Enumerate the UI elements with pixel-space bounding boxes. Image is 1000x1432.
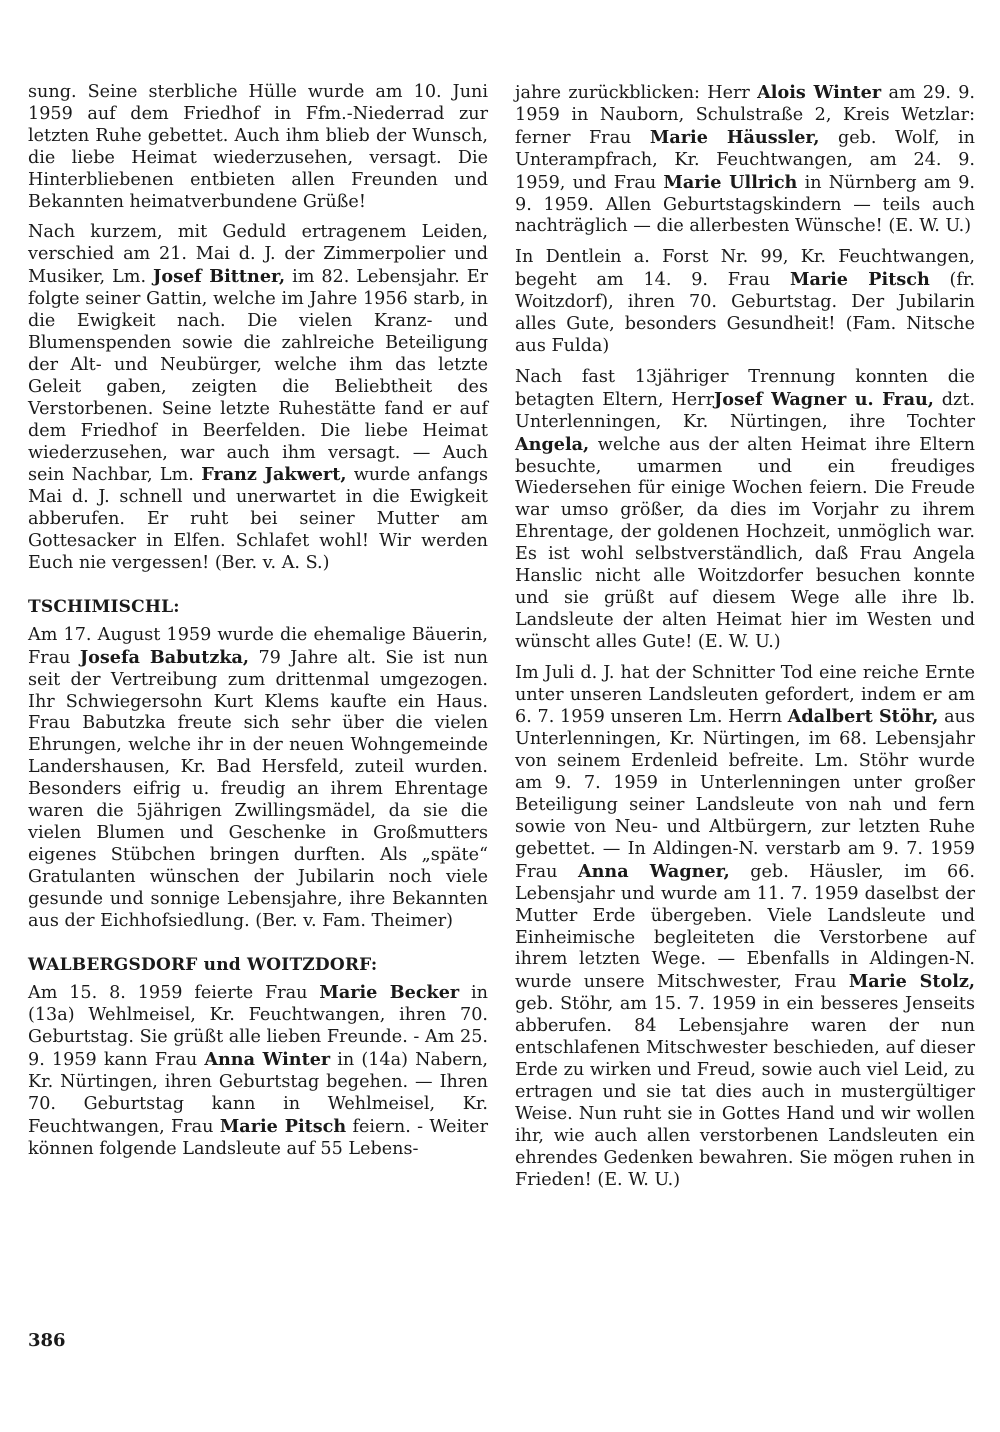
text-run: Im Juli d. J. hat der Schnitter Tod eine reiche Ernte unter unseren Landsleuten gefordert, indem er am 6. 7. 1959 unseren Lm. Herrn <box>515 662 975 728</box>
text-run: Nach fast 13jähriger Trennung konnten die betagten Eltern, Herr <box>515 366 975 410</box>
paragraph <box>28 625 488 933</box>
person-name: Josefa Babutzka, <box>79 646 250 668</box>
paragraph <box>515 663 975 1192</box>
paragraph <box>28 222 488 575</box>
text-run: Am 17. August 1959 wurde die ehemalige Bäuerin, Frau <box>28 624 488 668</box>
text-run: 79 Jahre alt. Sie ist nun seit der Vertreibung zum drittenmal umgezogen. Ihr Schwiegersohn Kurt Klems kaufte ein Haus. Frau Babutzka freute sich sehr über die vielen Ehrungen, welche ihr in der neuen Wohngemeinde Landershausen, Kr. Bad Hersfeld, zuteil wurden. Besonders eifrig u. freudig an ihrem Ehrentage waren die 5jährigen Zwillingsmädel, da sie die vielen Blumen und Geschenke in Großmutters eigenes Stübchen bringen durften. Als „späte“ Gratulanten wünschen der Jubilarin noch viele gesunde und sonnige Lebensjahre, ihre Bekannten aus der Eichhofsiedlung. (Ber. v. Fam. Theimer) <box>28 647 489 931</box>
person-name: Josef Wagner u. Frau, <box>713 388 934 410</box>
section-heading-tschimischl: TSCHIMISCHL: <box>28 596 180 617</box>
text-run: Am 15. 8. 1959 feierte Frau <box>28 983 320 1004</box>
person-name: Josef Bittner, <box>153 266 286 288</box>
text-run: am 29. 9. 1959 in Nauborn, Schulstraße 2, Kreis Wetzlar: ferner Frau <box>515 83 975 148</box>
text-run: in (14a) Nabern, Kr. Nürtingen, ihren Geburtstag begehen. — Ihren 70. Geburtstag kann in Wehlmeisel, Kr. Feuchtwangen, Frau <box>28 1050 488 1137</box>
person-name: Marie Pitsch <box>789 269 930 291</box>
text-run: (fr. Woitzdorf), ihren 70. Geburtstag. Der Jubilarin alles Gute, besonders Gesundheit! (Fam. Nitsche aus Fulda) <box>515 270 975 356</box>
text-run: wurde anfangs Mai d. J. schnell und unerwartet in die Ewigkeit abberufen. Er ruht bei seiner Mutter am Gottesacker in Elfen. Schlafet wohl! Wir werden Euch nie vergessen! (Ber. v. A. S.) <box>28 465 488 574</box>
text-run: in Nürnberg am 9. 9. 1959. Allen Geburtstagskindern — teils auch nachträglich — die allerbesten Wünsche! (E. W. U.) <box>515 172 975 237</box>
text-run: feiern. - Weiter können folgende Landsleute auf 55 Lebens- <box>28 1116 488 1159</box>
text-run: jahre zurückblicken: Herr <box>515 83 758 103</box>
person-name: Anna Winter <box>204 1049 331 1071</box>
text-run: geb. Wolf, in Unterampfrach, Kr. Feuchtwangen, am 24. 9. 1959, und Frau <box>515 127 975 193</box>
text-run: geb. Stöhr, am 15. 7. 1959 in ein besseres Jenseits abberufen. 84 Lebensjahre waren der nun entschlafenen Mitschwester beschieden, auf dieser Erde zu wirken und Freud, sowie auch viel Leid, zu ertragen und sie tat dies auch in mustergültiger Weise. Nun ruht sie in Gottes Hand und wir wollen ihr, wie auch allen verstorbenen Landsleuten ein ehrendes Gedenken bewahren. Sie mögen ruhen in Frieden! (E. W. U.) <box>515 994 975 1190</box>
person-name: Marie Ullrich <box>663 171 798 193</box>
text-run: im 82. Lebensjahr. Er folgte seiner Gattin, welche im Jahre 1956 starb, in die Ewigkeit nach. Die vielen Kranz- und Blumenspenden sowie die zahlreiche Beteiligung der Alt- und Neubürger, welche ihm das letzte Geleit gaben, zeigten die Beliebtheit des Verstorbenen. Seine letzte Ruhestätte fand er auf dem Friedhof in Beerfelden. Die liebe Heimat wiederzusehen, war auch ihm versagt. — Auch sein Nachbar, Lm. <box>28 267 488 486</box>
person-name: Marie Becker <box>319 982 460 1004</box>
right-column <box>515 82 975 1200</box>
text-run: In Dentlein a. Forst Nr. 99, Kr. Feuchtwangen, begeht am 14. 9. Frau <box>515 247 975 291</box>
text-run: welche aus der alten Heimat ihre Eltern besuchte, umarmen und ein freudiges Wiedersehen für einige Wochen feiern. Die Freude war umso größer, da dies im Vorjahr zu ihrem Ehrentage, der goldenen Hochzeit, unmöglich war. Es ist wohl selbstverständlich, daß Frau Angela Hanslic nicht alle Woitzdorfer besuchen konnte und sie grüßt auf diesem Wege alle ihre lb. Landsleute der alten Heimat hier im Westen und wünscht alles Gute! (E. W. U.) <box>515 434 975 652</box>
text-run: Nach kurzem, mit Geduld ertragenem Leiden, verschied am 21. Mai d. J. der Zimmerpolier und Musiker, Lm. <box>28 222 488 288</box>
paragraph <box>515 367 975 654</box>
person-name: Adalbert Stöhr, <box>787 706 939 728</box>
person-name: Franz Jakwert, <box>201 464 347 486</box>
person-name: Marie Pitsch <box>219 1115 347 1137</box>
page-number: 386 <box>28 1330 66 1351</box>
paragraph: sung. Seine sterbliche Hülle wurde am 10. Juni 1959 auf dem Friedhof in Ffm.-Niederrad zur letzten Ruhe gebettet. Auch ihm blieb der Wunsch, die liebe Heimat wiederzusehen, versagt. Die Hinterbliebenen entbieten allen Freunden und Bekannten heimatverbundene Grüße! <box>28 82 488 212</box>
person-name: Angela, <box>515 433 590 455</box>
left-column <box>28 82 488 1170</box>
person-name: Anna Wagner, <box>577 860 730 882</box>
section-heading-walbergsdorf: WALBERGSDORF und WOITZDORF: <box>28 954 378 975</box>
text-run: geb. Häusler, im 66. Lebensjahr und wurde am 11. 7. 1959 daselbst der Mutter Erde übergeben. Viele Landsleute und Einheimische begleiteten die Verstorbene auf ihrem letzten Wege. — Ebenfalls in Aldingen-N. wurde unsere Mitschwester, Frau <box>515 861 975 993</box>
paragraph <box>28 982 488 1160</box>
text-run: dzt. Unterlenningen, Kr. Nürtingen, ihre Tochter <box>515 389 975 432</box>
paragraph <box>515 82 975 238</box>
person-name: Alois Winter <box>757 82 882 103</box>
person-name: Marie Stolz, <box>848 971 976 993</box>
text-run: aus Unterlenningen, Kr. Nürtingen, im 68. Lebensjahr von seinem Erdenleid befreite. Lm. Stöhr wurde am 9. 7. 1959 in Unterlenningen unter großer Beteiligung seiner Landsleute von nah und fern sowie von Neu- und Altbürgern, zur letzten Ruhe gebettet. — In Aldingen-N. verstarb am 9. 7. 1959 Frau <box>515 707 975 882</box>
text-run: in (13a) Wehlmeisel, Kr. Feuchtwangen, ihren 70. Geburtstag. Sie grüßt alle lieben Freunde. - Am 25. 9. 1959 kann Frau <box>28 983 488 1071</box>
person-name: Marie Häussler, <box>649 126 820 148</box>
paragraph <box>515 247 975 358</box>
